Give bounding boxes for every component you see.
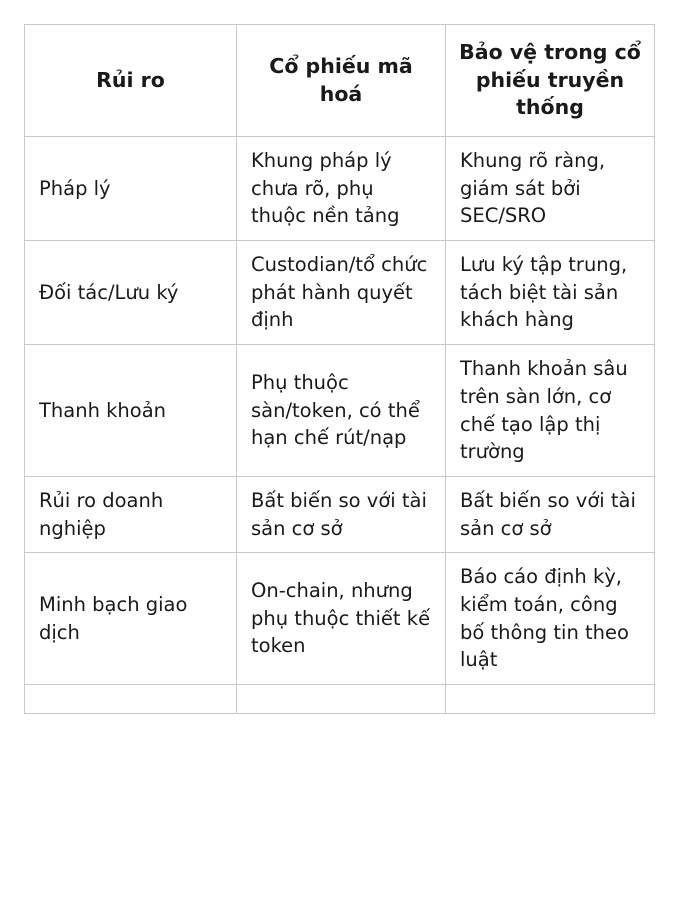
- cell-crypto: Bất biến so với tài sản cơ sở: [237, 476, 446, 552]
- cell-traditional: Thanh khoản sâu trên sàn lớn, cơ chế tạo lập thị trường: [446, 345, 655, 477]
- table-row: [25, 345, 655, 477]
- cell-crypto: Custodian/tổ chức phát hành quyết định: [237, 241, 446, 345]
- table-row: [25, 137, 655, 241]
- table-header: [25, 25, 655, 137]
- cell-crypto: Khung pháp lý chưa rõ, phụ thuộc nền tảng: [237, 137, 446, 241]
- cell-risk: Pháp lý: [25, 137, 237, 241]
- spacer-cell: [237, 685, 446, 714]
- cell-risk: Đối tác/Lưu ký: [25, 241, 237, 345]
- cell-risk: Minh bạch giao dịch: [25, 553, 237, 685]
- cell-risk: Rủi ro doanh nghiệp: [25, 476, 237, 552]
- spacer-cell: [25, 685, 237, 714]
- column-header-risk: Rủi ro: [25, 25, 237, 137]
- table-row: [25, 241, 655, 345]
- column-header-traditional-stock: Bảo vệ trong cổ phiếu truyền thống: [446, 25, 655, 137]
- table-row: [25, 476, 655, 552]
- spacer-cell: [446, 685, 655, 714]
- table-row: [25, 553, 655, 685]
- cell-traditional: Khung rõ ràng, giám sát bởi SEC/SRO: [446, 137, 655, 241]
- cell-traditional: Bất biến so với tài sản cơ sở: [446, 476, 655, 552]
- table-header-row: [25, 25, 655, 137]
- risk-comparison-table: [24, 24, 655, 714]
- cell-traditional: Lưu ký tập trung, tách biệt tài sản khách hàng: [446, 241, 655, 345]
- cell-crypto: On-chain, nhưng phụ thuộc thiết kế token: [237, 553, 446, 685]
- table-footer-spacer-row: [25, 685, 655, 714]
- cell-traditional: Báo cáo định kỳ, kiểm toán, công bố thông tin theo luật: [446, 553, 655, 685]
- table-body: [25, 137, 655, 714]
- cell-risk: Thanh khoản: [25, 345, 237, 477]
- cell-crypto: Phụ thuộc sàn/token, có thể hạn chế rút/nạp: [237, 345, 446, 477]
- column-header-crypto-stock: Cổ phiếu mã hoá: [237, 25, 446, 137]
